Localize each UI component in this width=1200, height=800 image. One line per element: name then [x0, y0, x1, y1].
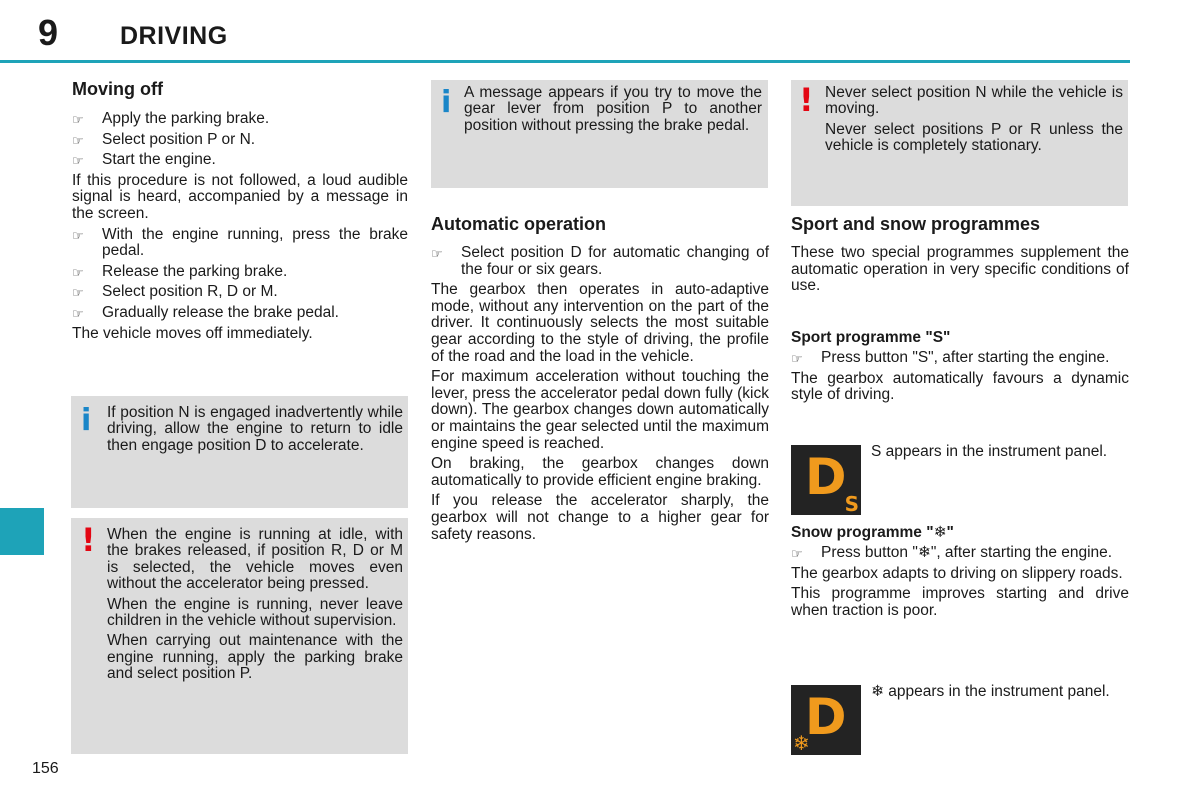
info-box-gear-lever: [431, 80, 768, 188]
info-box-neutral-text: If position N is engaged inadvertently while driving, allow the engine to return to idle then engage position D to accelerate.: [107, 404, 403, 454]
pointing-hand-icon: ☞: [72, 112, 84, 127]
snow-paragraph: This programme improves starting and drive when traction is poor.: [791, 585, 1129, 619]
sport-programme-title: Sport programme "S": [791, 329, 951, 346]
automatic-operation-section: [431, 213, 769, 547]
list-item: ☞ Press button "❄", after starting the engine.: [791, 544, 1113, 561]
pointing-hand-icon: ☞: [72, 132, 84, 148]
warning-box-idle: [71, 518, 408, 754]
warning-neutral-paragraph: Never select position N while the vehicle is moving.: [825, 84, 1123, 118]
automatic-paragraph: For maximum acceleration without touching the lever, press the accelerator pedal down fully (kick down). The gearbox changes down automatically or maintains the gear selected until the maximum engine speed is reached.: [431, 368, 769, 452]
pointing-hand-icon: ☞: [431, 246, 443, 261]
warning-stationary-paragraph: Never select positions P or R unless the vehicle is completely stationary.: [825, 120, 1123, 155]
moving-off-title: Moving off: [72, 79, 163, 99]
list-item: ☞ Press button "S", after starting the engine.: [791, 349, 1110, 366]
automatic-paragraph: The gearbox then operates in auto-adaptive mode, without any intervention on the part of the driver. It continuously selects the most suitable gear according to the style of driving, the profile of the road and the load in the vehicle.: [431, 281, 769, 365]
chapter-number: 9: [38, 12, 59, 53]
snow-paragraph: The gearbox adapts to driving on slippery roads.: [791, 564, 1123, 582]
list-item: ☞ Gradually release the brake pedal.: [72, 303, 339, 321]
snow-programme-section: [791, 524, 1129, 623]
pointing-hand-icon: ☞: [72, 305, 84, 321]
list-item: ☞ Apply the parking brake.: [72, 110, 270, 127]
chapter-title: DRIVING: [120, 22, 228, 50]
moving-off-section: [72, 78, 408, 346]
warning-children-paragraph: When the engine is running, never leave children in the vehicle without supervision.: [107, 595, 403, 630]
automatic-steps: [431, 245, 769, 278]
sport-result: The gearbox automatically favours a dynamic style of driving.: [791, 369, 1129, 404]
moving-off-steps-a: [72, 111, 408, 169]
pointing-hand-icon: ☞: [791, 351, 803, 366]
header-rule: [0, 60, 1130, 63]
info-icon: i: [441, 85, 452, 120]
moving-off-result: The vehicle moves off immediately.: [72, 324, 313, 342]
sport-display-image: [791, 445, 861, 515]
moving-off-steps-b: [72, 227, 408, 322]
info-box-neutral: [71, 396, 408, 508]
warning-box-neutral: [791, 80, 1128, 206]
automatic-paragraph: On braking, the gearbox changes down automatically to provide efficient engine braking.: [431, 455, 769, 489]
warning-idle-paragraph: When the engine is running at idle, with the brakes released, if position R, D or M is selected, the vehicle moves even without the accelerator being pressed.: [107, 526, 403, 593]
snow-steps: [791, 545, 1129, 562]
list-item: ☞ Select position P or N.: [72, 130, 256, 148]
pointing-hand-icon: ☞: [72, 264, 84, 280]
sport-snow-title: Sport and snow programmes: [791, 214, 1041, 234]
display-gear-letter: D: [805, 448, 847, 506]
info-box-gear-lever-text: A message appears if you try to move the gear lever from position P to another position without pressing the brake pedal.: [464, 84, 762, 134]
info-icon: i: [81, 403, 92, 438]
pointing-hand-icon: ☞: [72, 153, 84, 169]
snow-display-image: [791, 685, 861, 755]
automatic-operation-title: Automatic operation: [431, 214, 607, 234]
display-sport-letter: S: [844, 492, 859, 516]
sport-snow-intro: These two special programmes supplement the automatic operation in very specific conditions of use.: [791, 244, 1129, 295]
list-item: ☞ Select position R, D or M.: [72, 283, 278, 301]
warning-icon: !: [799, 81, 814, 119]
warning-maintenance-paragraph: When carrying out maintenance with the engine running, apply the parking brake and select position P.: [107, 632, 403, 683]
snow-display-caption: ❄ appears in the instrument panel.: [871, 683, 1110, 700]
sport-snow-section: [791, 213, 1129, 299]
chapter-side-tab: [0, 508, 44, 555]
snowflake-icon: ❄: [793, 733, 810, 755]
list-item: ☞ With the engine running, press the brake pedal.: [72, 225, 408, 260]
page-number: 156: [32, 760, 59, 777]
automatic-paragraph: If you release the accelerator sharply, the gearbox will not change to a higher gear for safety reasons.: [431, 492, 769, 543]
moving-off-note: If this procedure is not followed, a loud audible signal is heard, accompanied by a message in the screen.: [72, 171, 408, 222]
display-gear-letter: D: [805, 688, 847, 746]
list-item: ☞ Start the engine.: [72, 151, 216, 169]
pointing-hand-icon: ☞: [72, 227, 84, 243]
sport-programme-section: [791, 329, 1129, 408]
sport-display-caption: S appears in the instrument panel.: [871, 443, 1108, 460]
list-item: ☞ Release the parking brake.: [72, 262, 288, 280]
list-item: ☞ Select position D for automatic changing of the four or six gears.: [431, 244, 769, 278]
snow-programme-title: Snow programme "❄": [791, 524, 954, 541]
pointing-hand-icon: ☞: [72, 285, 84, 301]
pointing-hand-icon: ☞: [791, 546, 803, 561]
sport-steps: [791, 350, 1129, 367]
warning-icon: !: [81, 521, 96, 559]
